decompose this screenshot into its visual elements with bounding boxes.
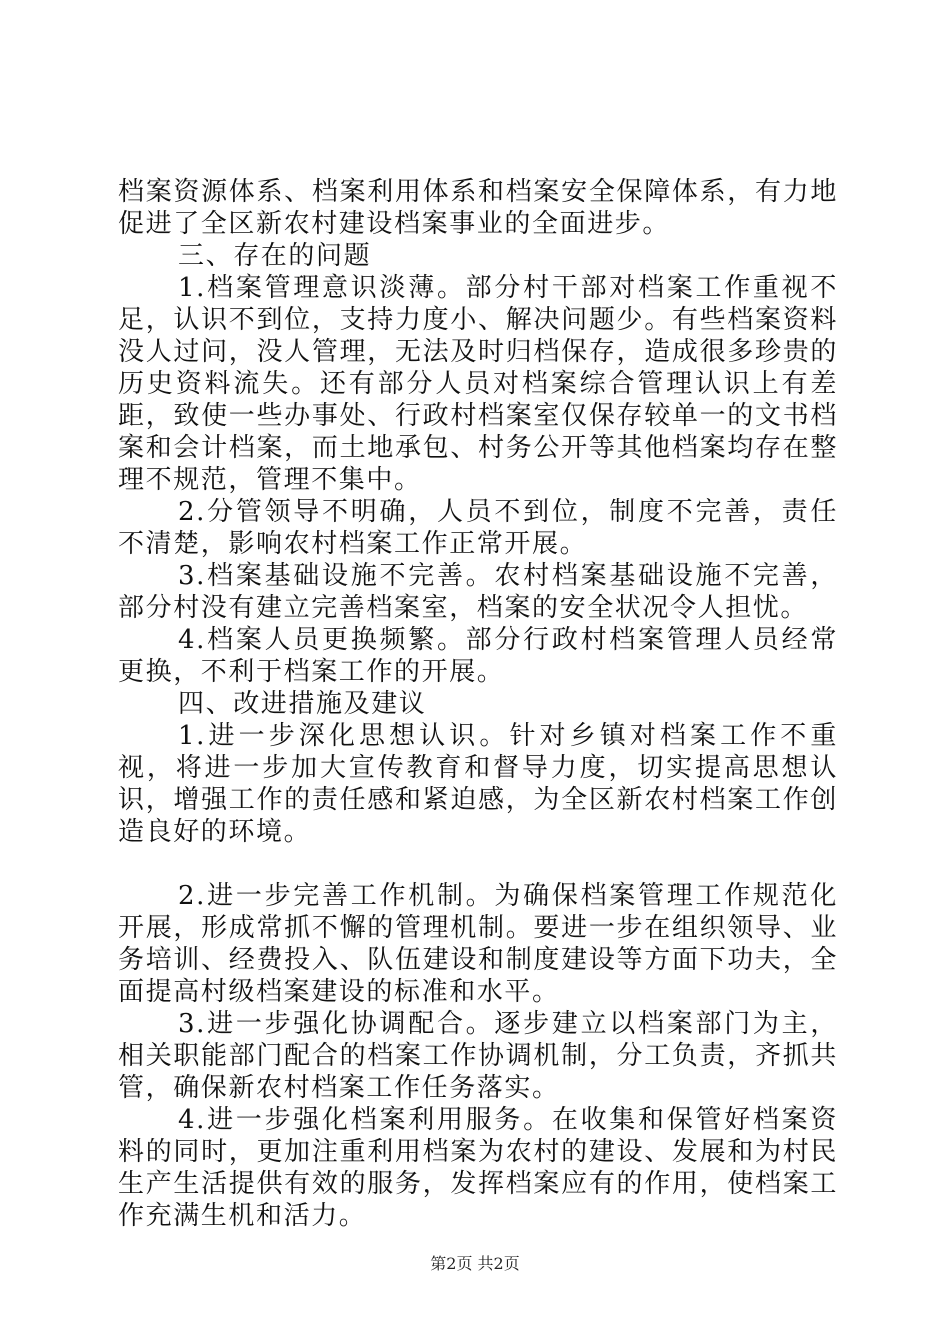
problem-item-2: 2.分管领导不明确，人员不到位，制度不完善，责任不清楚，影响农村档案工作正常开展。 [118,497,838,559]
paragraph-archive-system-summary: 档案资源体系、档案利用体系和档案安全保障体系，有力地促进了全区新农村建设档案事业的全面进步。 [118,177,838,239]
problem-item-1: 1.档案管理意识淡薄。部分村干部对档案工作重视不足，认识不到位，支持力度小、解决问题少。有些档案资料没人过问，没人管理，无法及时归档保存，造成很多珍贵的历史资料流失。还有部分人员对档案综合管理认识上有差距，致使一些办事处、行政村档案室仅保存较单一的文书档案和会计档案，而土地承包、村务公开等其他档案均存在整理不规范，管理不集中。 [118,273,838,495]
heading-improvement-measures: 四、改进措施及建议 [178,689,427,719]
measure-item-2: 2.进一步完善工作机制。为确保档案管理工作规范化开展，形成常抓不懈的管理机制。要进一步在组织领导、业务培训、经费投入、队伍建设和制度建设等方面下功夫，全面提高村级档案建设的标准和水平。 [118,881,838,1007]
heading-existing-problems: 三、存在的问题 [178,241,372,271]
document-body [118,176,838,1232]
measure-item-4: 4.进一步强化档案利用服务。在收集和保管好档案资料的同时，更加注重利用档案为农村的建设、发展和为村民生产生活提供有效的服务，发挥档案应有的作用，使档案工作充满生机和活力。 [118,1105,838,1231]
measure-item-1: 1.进一步深化思想认识。针对乡镇对档案工作不重视，将进一步加大宣传教育和督导力度，切实提高思想认识，增强工作的责任感和紧迫感，为全区新农村档案工作创造良好的环境。 [118,721,838,847]
problem-item-3: 3.档案基础设施不完善。农村档案基础设施不完善，部分村没有建立完善档案室，档案的安全状况令人担忧。 [118,561,838,623]
page-number-footer: 第2页 共2页 [430,1254,520,1273]
problem-item-4: 4.档案人员更换频繁。部分行政村档案管理人员经常更换，不利于档案工作的开展。 [118,625,838,687]
measure-item-3: 3.进一步强化协调配合。逐步建立以档案部门为主，相关职能部门配合的档案工作协调机制，分工负责，齐抓共管，确保新农村档案工作任务落实。 [118,1009,838,1103]
